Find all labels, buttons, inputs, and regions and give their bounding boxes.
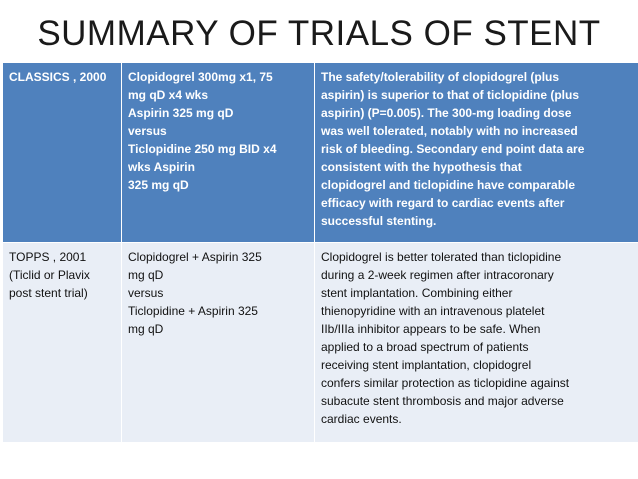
cell-line: 325 mg qD <box>128 178 189 192</box>
cell-line: clopidogrel and ticlopidine have comparable <box>321 178 576 192</box>
cell-line: was well tolerated, notably with no increased <box>321 124 578 138</box>
cell-line: post stent trial) <box>9 286 88 300</box>
result-cell <box>315 243 638 443</box>
cell-line: versus <box>128 124 167 138</box>
cell-line: Clopidogrel is better tolerated than ticlopidine <box>321 250 562 264</box>
result-cell <box>315 63 638 243</box>
cell-line: aspirin) (P=0.005). The 300-mg loading dose <box>321 106 572 120</box>
regimen-cell <box>122 63 315 243</box>
table-row <box>3 63 638 243</box>
cell-line: risk of bleeding. Secondary end point data are <box>321 142 585 156</box>
cell-line: consistent with the hypothesis that <box>321 160 522 174</box>
cell-line: Clopidogrel + Aspirin 325 <box>128 250 262 264</box>
cell-line: mg qD x4 wks <box>128 88 209 102</box>
cell-line: Ticlopidine + Aspirin 325 <box>128 304 258 318</box>
cell-line: Aspirin 325 mg qD <box>128 106 234 120</box>
trial-name-cell <box>3 63 122 243</box>
cell-line: Ticlopidine 250 mg BID x4 <box>128 142 277 156</box>
cell-line: IIb/IIIa inhibitor appears to be safe. When <box>321 322 541 336</box>
cell-line: during a 2-week regimen after intracoronary <box>321 268 554 282</box>
cell-line: aspirin) is superior to that of ticlopidine (plus <box>321 88 580 102</box>
cell-line: Clopidogrel 300mg x1, 75 <box>128 70 273 84</box>
cell-line: versus <box>128 286 164 300</box>
cell-line: receiving stent implantation, clopidogrel <box>321 358 532 372</box>
cell-line: efficacy with regard to cardiac events after <box>321 196 565 210</box>
regimen-cell <box>122 243 315 443</box>
slide-title: SUMMARY OF TRIALS OF STENT <box>37 14 601 53</box>
cell-line: stent implantation. Combining either <box>321 286 513 300</box>
trials-table <box>2 62 638 443</box>
cell-line: CLASSICS , 2000 <box>9 70 107 84</box>
cell-line: successful stenting. <box>321 214 437 228</box>
cell-line: confers similar protection as ticlopidine against <box>321 376 570 390</box>
cell-line: subacute stent thrombosis and major adverse <box>321 394 564 408</box>
trial-name-cell <box>3 243 122 443</box>
cell-line: The safety/tolerability of clopidogrel (plus <box>321 70 560 84</box>
cell-line: mg qD <box>128 268 164 282</box>
cell-line: mg qD <box>128 322 164 336</box>
cell-line: thienopyridine with an intravenous platelet <box>321 304 545 318</box>
cell-line: wks Aspirin <box>128 160 195 174</box>
table-row <box>3 243 638 443</box>
cell-line: TOPPS , 2001 <box>9 250 87 264</box>
cell-line: (Ticlid or Plavix <box>9 268 90 282</box>
cell-line: applied to a broad spectrum of patients <box>321 340 529 354</box>
cell-line: cardiac events. <box>321 412 402 426</box>
